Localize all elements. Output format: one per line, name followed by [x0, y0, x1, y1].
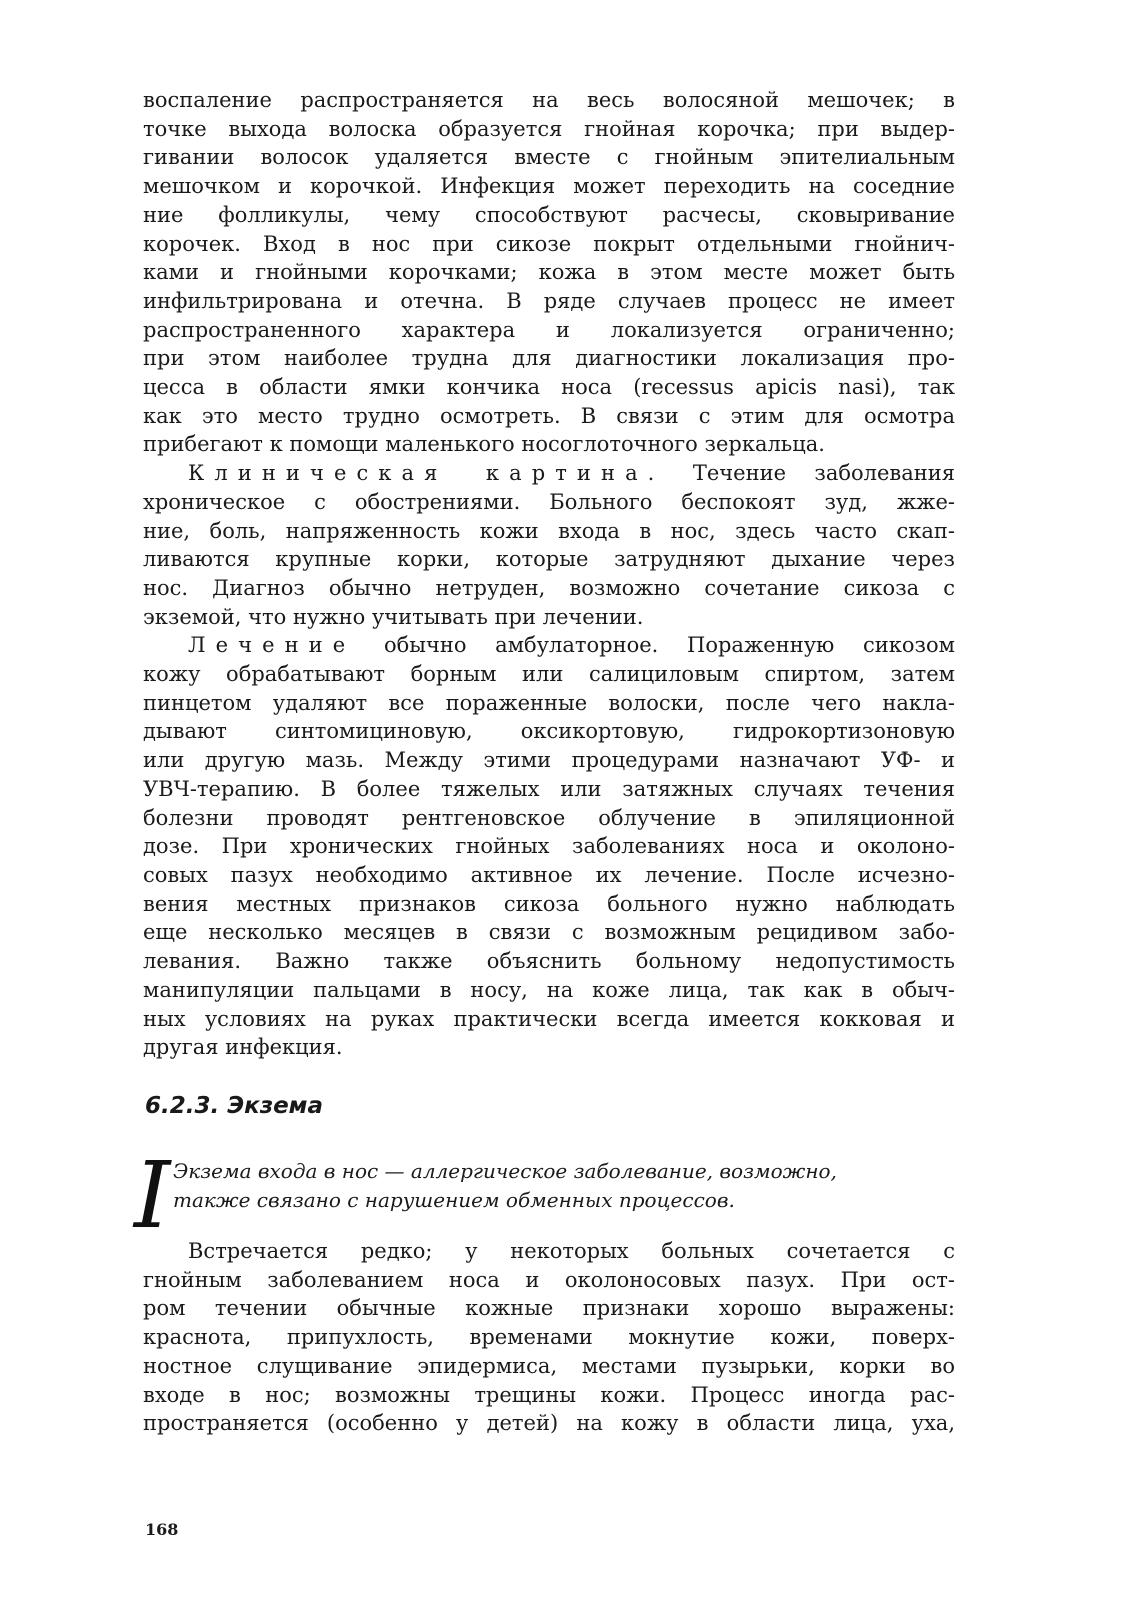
- drop-cap: I: [134, 1142, 171, 1249]
- text-line: Встречается редко; у некоторых больных сочетается с: [188, 1239, 955, 1263]
- text-line: дывают синтомициновую, оксикортовую, гидрокортизоновую: [143, 719, 955, 744]
- text-line: мешочком и корочкой. Инфекция может переходить на соседние: [143, 174, 955, 199]
- text-line: пинцетом удаляют все пораженные волоски, после чего накла-: [143, 690, 955, 715]
- text-line: манипуляции пальцами в носу, на коже лица, так как в обыч-: [143, 977, 955, 1002]
- text-line: ром течении обычные кожные признаки хорошо выражены:: [143, 1296, 955, 1321]
- text-line: пространяется (особенно у детей) на кожу в области лица, уха,: [143, 1411, 955, 1436]
- paragraph-eczema: [143, 1237, 955, 1438]
- paragraph-treatment: [143, 631, 955, 1062]
- text-line: экземой, что нужно учитывать при лечении.: [143, 604, 644, 629]
- spaced-label-clinical: Клиническая картина.: [188, 461, 665, 486]
- paragraph-clinical-picture: [143, 459, 955, 631]
- paragraph-sycosis-description: [143, 86, 955, 459]
- text-line: при этом наиболее трудна для диагностики локализация про-: [143, 346, 955, 371]
- text-line: ных условиях на руках практически всегда имеется кокковая и: [143, 1006, 955, 1031]
- text-line: совых пазух необходимо активное их лечение. После исчезно-: [143, 862, 955, 887]
- text-line: другая инфекция.: [143, 1035, 343, 1060]
- text-line: входе в нос; возможны трещины кожи. Процесс иногда рас-: [143, 1382, 955, 1407]
- text-line: ние фолликулы, чему способствуют расчесы, сковыривание: [143, 202, 955, 227]
- text-line: инфильтрирована и отечна. В ряде случаев процесс не имеет: [143, 288, 955, 313]
- text-line: ливаются крупные корки, которые затрудняют дыхание через: [143, 547, 955, 572]
- text-line: гивании волосок удаляется вместе с гнойным эпителиальным: [143, 145, 955, 170]
- text-line: также связано с нарушением обменных процессов.: [173, 1188, 735, 1212]
- text-fragment: Течение заболевания: [692, 461, 955, 486]
- text-line: прибегают к помощи маленького носоглоточного зеркальца.: [143, 432, 825, 457]
- text-line: или другую мазь. Между этими процедурами назначают УФ- и: [143, 748, 955, 773]
- text-line: УВЧ-терапию. В более тяжелых или затяжных случаях течения: [143, 776, 955, 801]
- text-line: ние, боль, напряженность кожи входа в нос, здесь часто скап-: [143, 518, 955, 543]
- text-line: кожу обрабатывают борным или салициловым спиртом, затем: [143, 662, 955, 687]
- spaced-label-treatment: Лечение: [188, 633, 356, 658]
- text-line: хроническое с обострениями. Больного беспокоят зуд, жже-: [143, 489, 955, 514]
- text-line: корочек. Вход в нос при сикозе покрыт отдельными гнойнич-: [143, 231, 955, 256]
- text-line: вения местных признаков сикоза больного нужно наблюдать: [143, 891, 955, 916]
- text-line: [143, 631, 955, 660]
- text-line: нос. Диагноз обычно нетруден, возможно сочетание сикоза с: [143, 575, 955, 600]
- text-line: еще несколько месяцев в связи с возможным рецидивом забо-: [143, 920, 955, 945]
- text-line: как это место трудно осмотреть. В связи с этим для осмотра: [143, 403, 955, 428]
- main-text: [143, 86, 955, 1062]
- text-line: распространенного характера и локализуется ограниченно;: [143, 317, 955, 342]
- section-heading: 6.2.3. Экзема: [145, 1093, 324, 1119]
- text-line: цесса в области ямки кончика носа (recessus apicis nasi), так: [143, 375, 955, 400]
- page-number: 168: [145, 1520, 179, 1539]
- text-line: дозе. При хронических гнойных заболеваниях носа и околоно-: [143, 834, 955, 859]
- text-line: [143, 459, 955, 488]
- text-line: болезни проводят рентгеновское облучение в эпиляционной: [143, 805, 955, 830]
- text-line: воспаление распространяется на весь волосяной мешочек; в: [143, 88, 955, 112]
- intro-italic-text: [173, 1157, 955, 1215]
- text-line: Экзема входа в нос — аллергическое заболевание, возможно,: [173, 1159, 837, 1183]
- text-line: точке выхода волоска образуется гнойная корочка; при выдер-: [143, 116, 955, 141]
- text-fragment: обычно амбулаторное. Пораженную сикозом: [383, 633, 955, 658]
- text-line: ками и гнойными корочками; кожа в этом месте может быть: [143, 260, 955, 285]
- text-line: краснота, припухлость, временами мокнутие кожи, поверх-: [143, 1325, 955, 1350]
- text-line: гнойным заболеванием носа и околоносовых пазух. При ост-: [143, 1267, 955, 1292]
- text-line: левания. Важно также объяснить больному недопустимость: [143, 949, 955, 974]
- text-line: ностное слущивание эпидермиса, местами пузырьки, корки во: [143, 1353, 955, 1378]
